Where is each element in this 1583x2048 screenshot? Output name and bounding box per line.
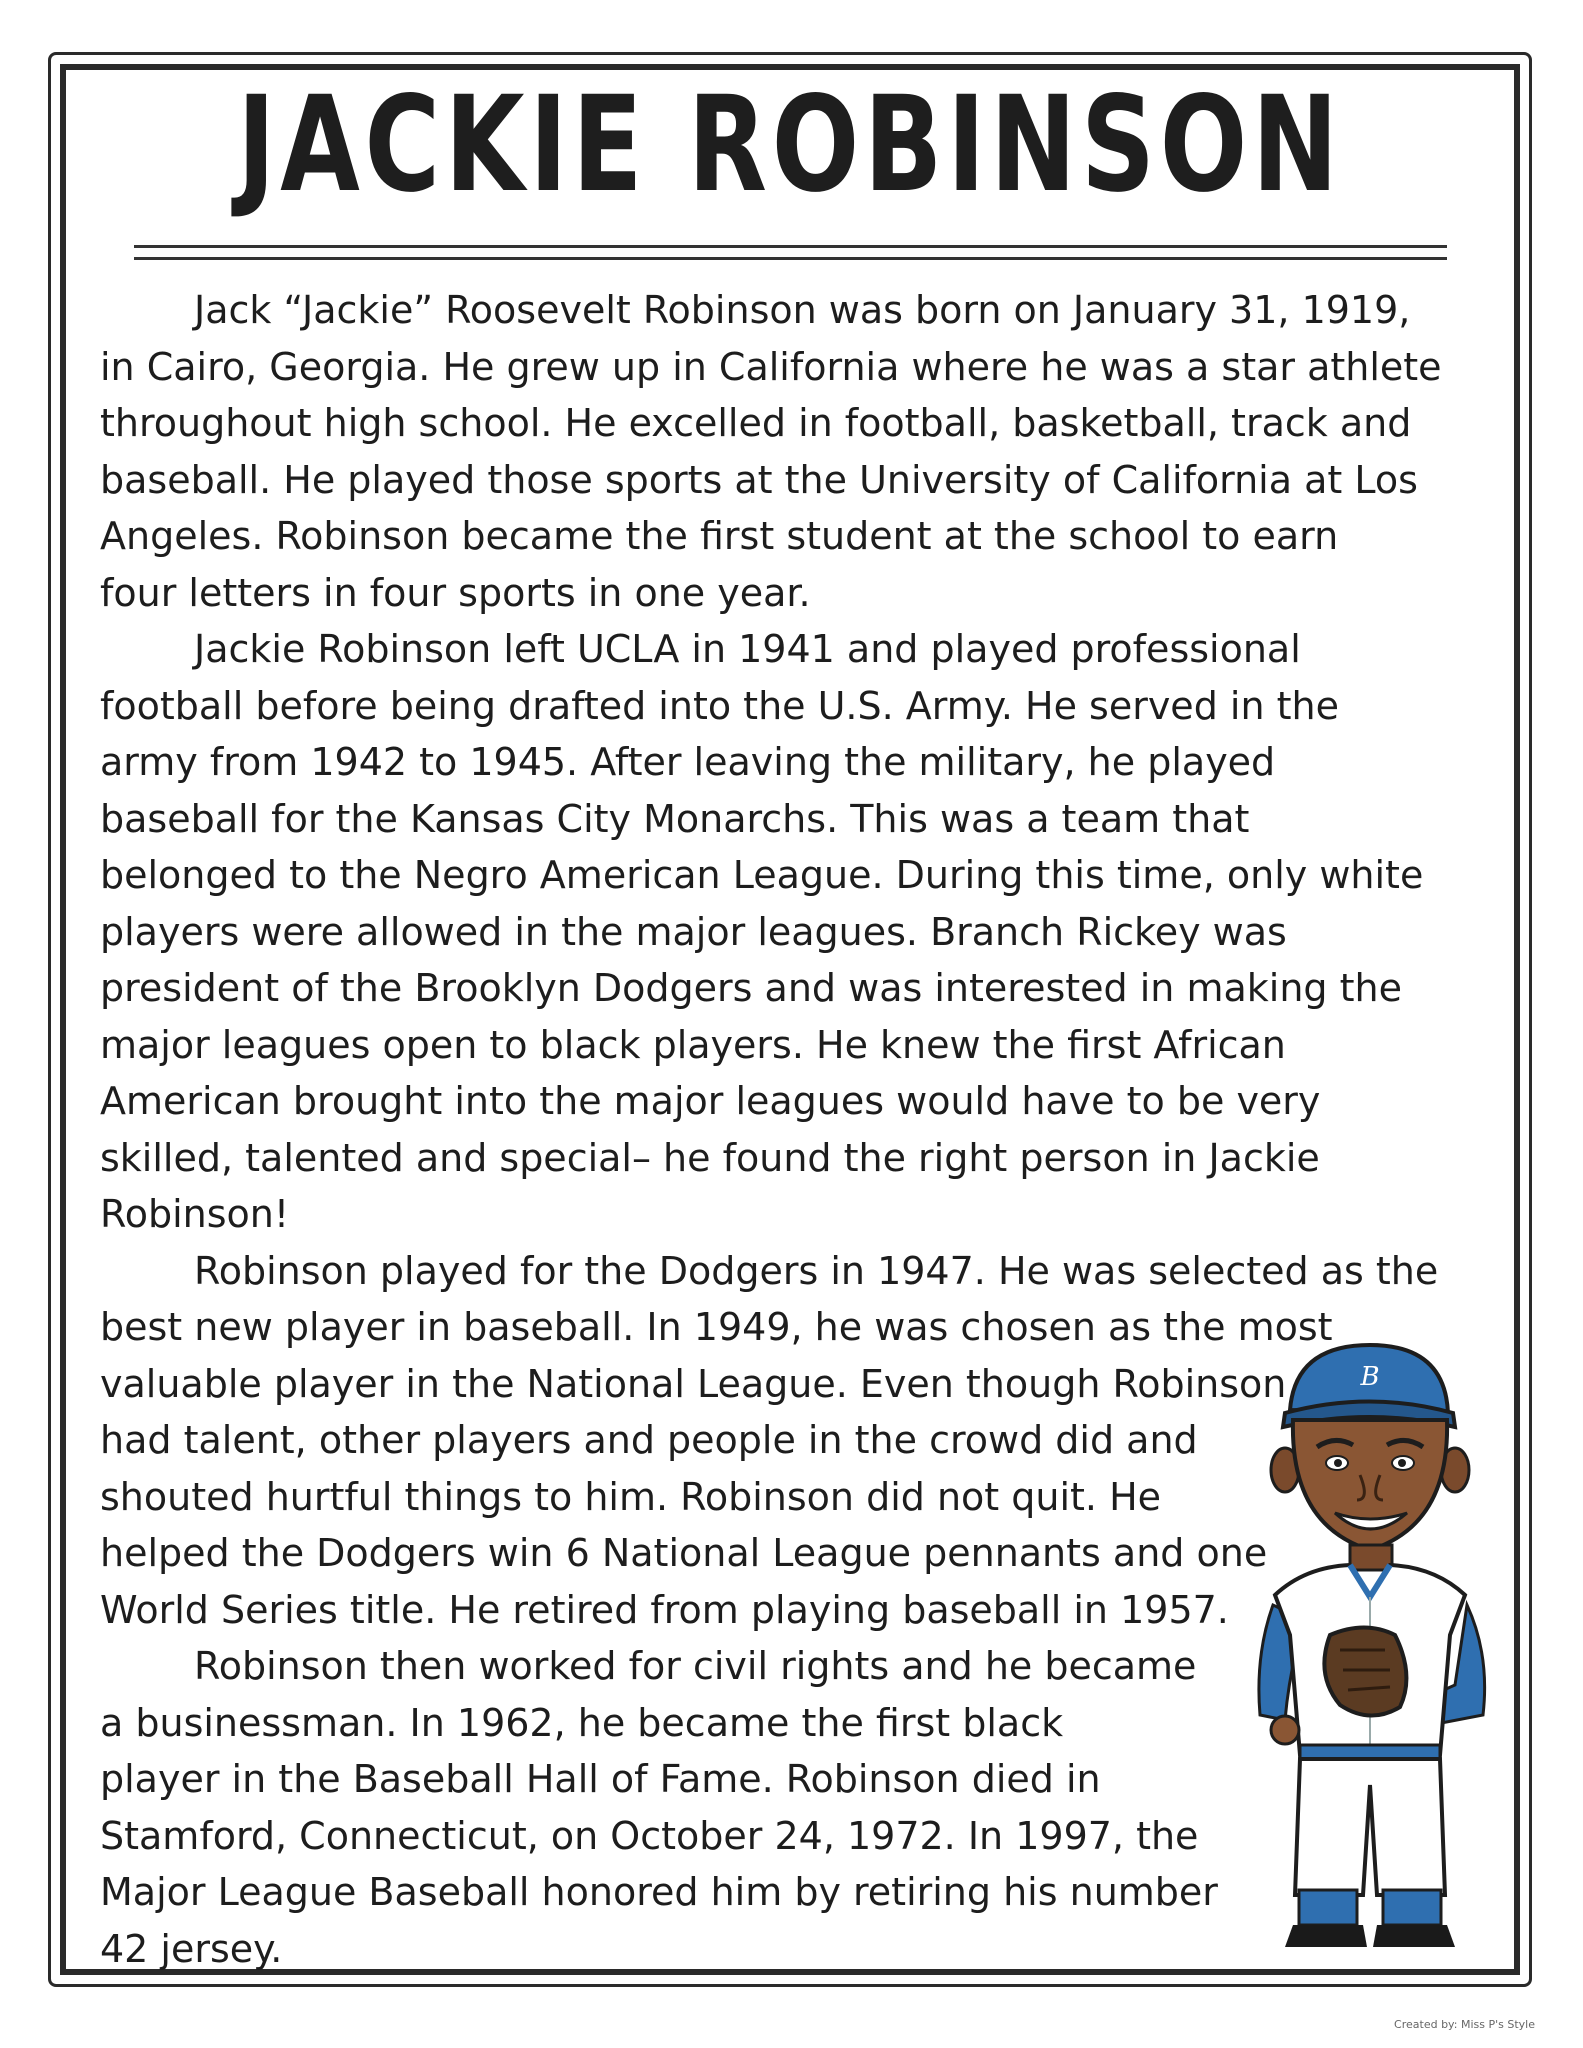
text-line: belonged to the Negro American League. During this time, only white	[100, 853, 1424, 897]
text-line: four letters in four sports in one year.	[100, 570, 811, 615]
text-line: Robinson!	[100, 1192, 290, 1236]
text-line: in Cairo, Georgia. He grew up in California where he was a star athlete	[100, 344, 1442, 389]
text-line: football before being drafted into the U.S. Army. He served in the	[100, 683, 1339, 728]
page-title: JACKIE ROBINSON	[237, 68, 1343, 222]
title-divider-bottom	[134, 257, 1447, 260]
text-line: Stamford, Connecticut, on October 24, 1972. In 1997, the	[100, 1813, 1199, 1858]
cap-letter: B	[1360, 1362, 1380, 1392]
text-line: baseball for the Kansas City Monarchs. This was a team that	[100, 796, 1250, 841]
text-line: Major League Baseball honored him by retiring his number	[100, 1870, 1218, 1914]
text-line: Angeles. Robinson became the first student at the school to earn	[100, 514, 1339, 558]
text-line: 42 jersey.	[100, 1926, 283, 1971]
text-line: World Series title. He retired from playing baseball in 1957.	[100, 1587, 1229, 1632]
text-line: a businessman. In 1962, he became the first black	[100, 1700, 1064, 1745]
text-line: best new player in baseball. In 1949, he was chosen as the most	[100, 1305, 1333, 1349]
text-line: throughout high school. He excelled in football, basketball, track and	[100, 401, 1412, 445]
text-line: Robinson then worked for civil rights and he became	[194, 1644, 1197, 1688]
text-line: player in the Baseball Hall of Fame. Robinson died in	[100, 1757, 1101, 1801]
text-line: helped the Dodgers win 6 National League pennants and one	[100, 1531, 1268, 1575]
text-line: players were allowed in the major leagues. Branch Rickey was	[100, 909, 1287, 954]
text-line: president of the Brooklyn Dodgers and was interested in making the	[100, 966, 1402, 1010]
text-line: major leagues open to black players. He knew the first African	[100, 1022, 1286, 1067]
text-line: Jackie Robinson left UCLA in 1941 and played professional	[194, 627, 1301, 671]
text-line: army from 1942 to 1945. After leaving the military, he played	[100, 740, 1276, 784]
text-line: Robinson played for the Dodgers in 1947. He was selected as the	[194, 1248, 1439, 1293]
text-line: American brought into the major leagues would have to be very	[100, 1079, 1321, 1123]
credit-text: Created by: Miss P's Style	[1394, 2018, 1535, 2031]
jackie-robinson-illustration	[1245, 1335, 1495, 1960]
title-divider-top	[134, 245, 1447, 248]
text-line: shouted hurtful things to him. Robinson did not quit. He	[100, 1474, 1162, 1519]
text-line: skilled, talented and special– he found the right person in Jackie	[100, 1135, 1320, 1180]
text-line: valuable player in the National League. Even though Robinson	[100, 1361, 1287, 1406]
text-line: baseball. He played those sports at the University of California at Los	[100, 457, 1418, 502]
text-line: Jack “Jackie” Roosevelt Robinson was born on January 31, 1919,	[194, 288, 1411, 332]
text-line: had talent, other players and people in the crowd did and	[100, 1418, 1198, 1462]
